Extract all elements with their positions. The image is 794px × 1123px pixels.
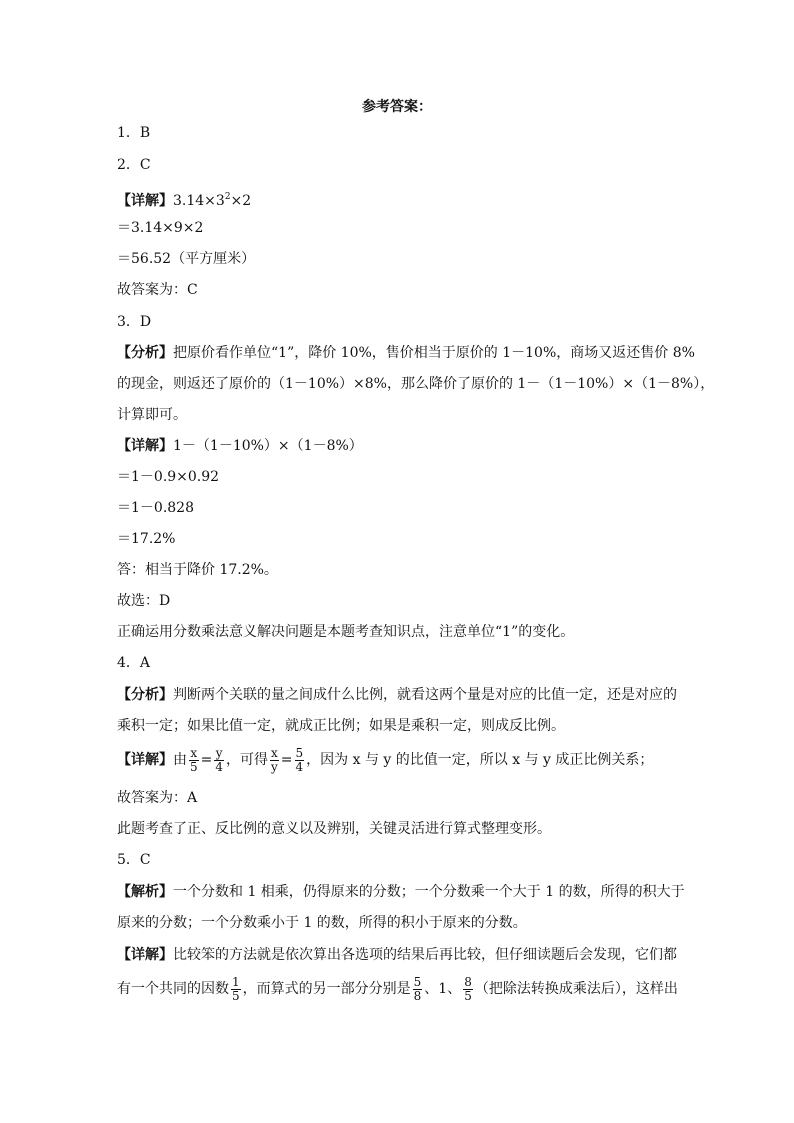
q5-detail-mid: ，而算式的另一部分分别是 — [242, 981, 411, 997]
fraction-x-over-5 — [189, 747, 199, 774]
numerator: 8 — [464, 974, 472, 989]
q3-conclusion: 故选：D — [117, 593, 171, 609]
q5-detail-line-1 — [117, 945, 677, 965]
q4-note: 此题考查了正、反比例的意义以及辨别，关键灵活进行算式整理变形。 — [117, 821, 551, 837]
q4-analysis-text-1: 判断两个关联的量之间成什么比例，就看这两个量是对应的比值一定，还是对应的 — [173, 687, 677, 703]
denominator: y — [271, 759, 278, 774]
q3-detail-text: 1－（1－10%）×（1－8%） — [173, 438, 363, 454]
equals-sign: = — [200, 752, 213, 768]
q5-answer: 5．C — [117, 852, 151, 868]
analysis-tag: 【解析】 — [117, 884, 173, 900]
analysis-tag: 【分析】 — [117, 345, 173, 361]
q5-detail-pre: 有一个共同的因数 — [117, 981, 229, 997]
q2-detail-exponent: 2 — [224, 192, 231, 202]
q5-detail-sep: 、1、 — [424, 981, 462, 997]
q2-step-3: ＝56.52（平方厘米） — [117, 251, 256, 267]
q4-answer: 4．A — [117, 655, 151, 671]
q5-analysis-line-2: 原来的分数；一个分数乘小于 1 的数，所得的积小于原来的分数。 — [117, 915, 527, 931]
denominator: 5 — [190, 759, 198, 774]
q2-conclusion: 故答案为：C — [117, 282, 198, 298]
denominator: 4 — [295, 759, 304, 774]
detail-tag: 【详解】 — [117, 752, 173, 768]
q3-analysis-line-1 — [117, 343, 695, 363]
q3-reply: 答：相当于降价 17.2%。 — [117, 562, 278, 578]
q5-analysis-line-1 — [117, 882, 685, 902]
q3-detail-line — [117, 436, 363, 456]
q2-answer: 2．C — [117, 157, 151, 173]
numerator: 5 — [413, 974, 422, 989]
answer-title: 参考答案： — [362, 99, 432, 115]
q3-note: 正确运用分数乘法意义解决问题是本题考查知识点，注意单位“1”的变化。 — [117, 624, 575, 640]
q2-detail-expr-tail: ×2 — [230, 193, 252, 209]
numerator: x — [190, 745, 198, 760]
denominator: 4 — [215, 759, 224, 774]
denominator: 8 — [413, 988, 422, 1003]
q4-detail-mid: ，可得 — [226, 752, 269, 768]
q5-detail-line-2 — [117, 974, 678, 1004]
q4-analysis-line-1 — [117, 685, 677, 705]
fraction-x-over-y — [270, 747, 279, 774]
q4-detail-pre: 由 — [173, 752, 187, 768]
fraction-1-over-5 — [231, 976, 241, 1003]
fraction-5-over-4 — [295, 747, 305, 774]
q3-analysis-text-1: 把原价看作单位“1”，降价 10%，售价相当于原价的 1－10%，商场又返还售价 8% — [173, 345, 695, 361]
fraction-y-over-4 — [214, 747, 224, 774]
q5-analysis-text-1: 一个分数和 1 相乘，仍得原来的分数；一个分数乘一个大于 1 的数，所得的积大于 — [173, 884, 685, 900]
q3-analysis-line-3: 计算即可。 — [117, 407, 187, 423]
numerator: x — [271, 745, 278, 760]
q1-answer: 1．B — [117, 125, 151, 141]
numerator: 5 — [295, 745, 304, 760]
q5-detail-post: （把除法转换成乘法后），这样出 — [474, 981, 678, 997]
q2-detail-line — [117, 187, 251, 211]
q3-analysis-line-2: 的现金，则返还了原价的（1－10%）×8%，那么降价了原价的 1－（1－10%）×（1－8%）， — [117, 376, 715, 392]
equals-sign: = — [280, 752, 293, 768]
fraction-8-over-5 — [463, 976, 473, 1003]
detail-tag: 【详解】 — [117, 438, 173, 454]
q4-conclusion: 故答案为：A — [117, 790, 198, 806]
numerator: y — [215, 745, 223, 760]
denominator: 5 — [232, 988, 240, 1003]
q2-detail-expr: 3.14×3 — [173, 193, 225, 209]
q3-step-2: ＝1－0.9×0.92 — [117, 469, 220, 485]
detail-tag: 【详解】 — [117, 193, 173, 209]
numerator: 1 — [232, 974, 240, 989]
q3-answer: 3．D — [117, 314, 152, 330]
q4-analysis-line-2: 乘积一定；如果比值一定，就成正比例；如果是乘积一定，则成反比例。 — [117, 718, 565, 734]
detail-tag: 【详解】 — [117, 947, 173, 963]
analysis-tag: 【分析】 — [117, 687, 173, 703]
fraction-5-over-8 — [413, 976, 423, 1003]
q2-step-2: ＝3.14×9×2 — [117, 220, 204, 236]
q3-step-4: ＝17.2% — [117, 531, 176, 547]
denominator: 5 — [464, 988, 472, 1003]
q4-detail-line — [117, 745, 653, 775]
q4-detail-post: ，因为 x 与 y 的比值一定，所以 x 与 y 成正比例关系； — [306, 752, 654, 768]
q3-step-3: ＝1－0.828 — [117, 500, 194, 516]
q5-detail-text-1: 比较笨的方法就是依次算出各选项的结果后再比较，但仔细读题后会发现，它们都 — [173, 947, 677, 963]
